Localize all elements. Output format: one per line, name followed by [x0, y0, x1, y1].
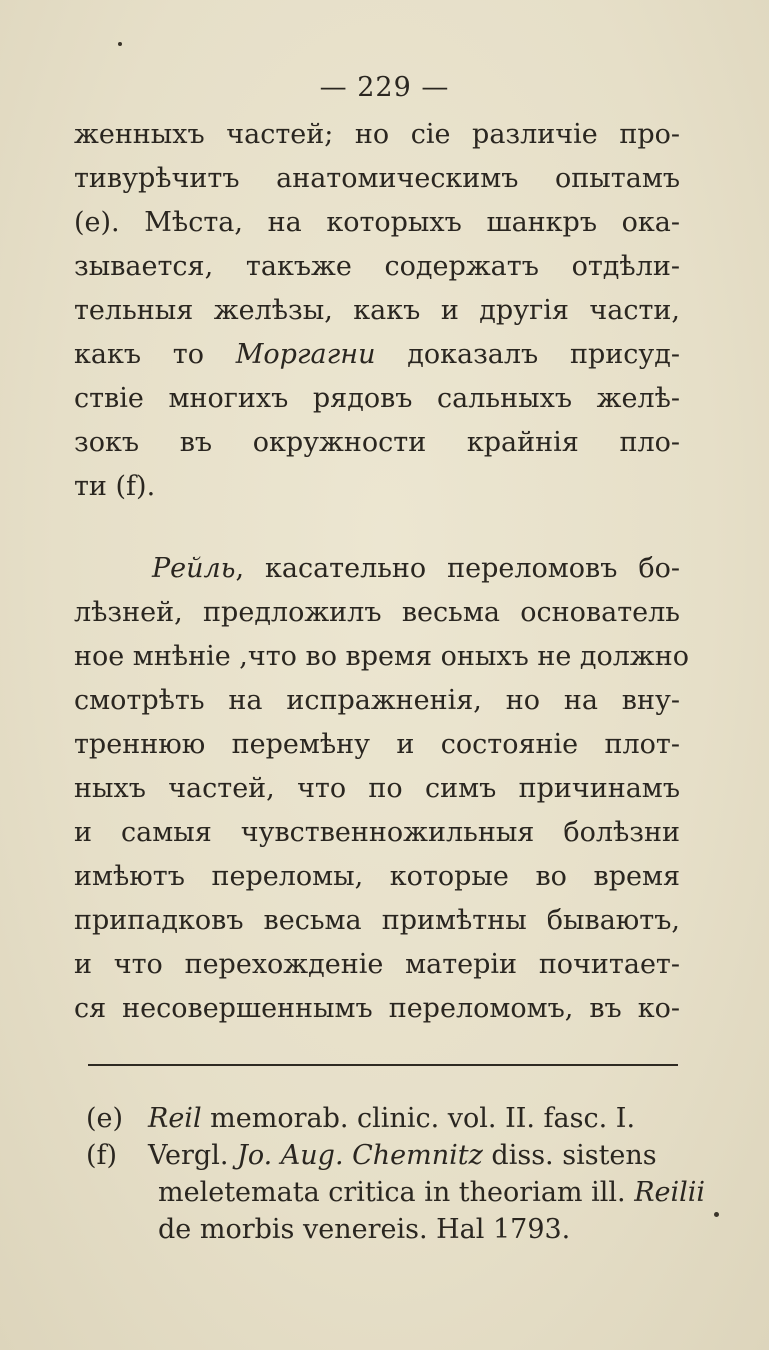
text-line: ти (f).	[74, 471, 156, 502]
footnote-f-continued	[86, 1174, 706, 1211]
text-segment: diss. sistens	[482, 1140, 657, 1171]
footnote-mark: (f)	[86, 1140, 118, 1171]
text-line: зокъ въ окружности крайнія пло-	[74, 427, 680, 458]
footnotes	[86, 1100, 706, 1248]
text-line	[74, 333, 680, 377]
text-line: треннюю перемѣну и состояніе плот-	[74, 729, 680, 760]
ink-speck	[118, 42, 122, 46]
text-line: ствіе многихъ рядовъ сальныхъ желѣ-	[74, 383, 680, 414]
text-line: ныхъ частей, что по симъ причинамъ	[74, 773, 680, 804]
italic-name: Reil	[148, 1103, 202, 1134]
text-line: тивурѣчитъ анатомическимъ опытамъ	[74, 163, 680, 194]
italic-name: Reilii	[634, 1177, 706, 1208]
text-segment: , касательно переломовъ бо-	[235, 553, 680, 584]
text-line: ся несовершеннымъ переломомъ, въ ко-	[74, 993, 680, 1024]
ink-speck	[714, 1212, 719, 1217]
text-segment: Vergl.	[148, 1140, 237, 1171]
text-line: и самыя чувственножильныя болѣзни	[74, 817, 680, 848]
text-line: лѣзней, предложилъ весьма основатель	[74, 597, 680, 628]
italic-name: Jo. Aug. Chemnitz	[237, 1140, 483, 1171]
text-line: зывается, такъже содержатъ отдѣли-	[74, 251, 680, 282]
text-line: и что перехожденіе матеріи почитает-	[74, 949, 680, 980]
italic-name: Рейль	[152, 553, 236, 584]
italic-name: Моргагни	[235, 339, 376, 370]
footnote-f-continued	[86, 1211, 696, 1248]
text-segment: какъ то	[74, 339, 236, 370]
text-line: тельныя желѣзы, какъ и другія части,	[74, 295, 680, 326]
text-segment: meletemata critica in theoriam ill.	[158, 1177, 635, 1208]
text-segment: de morbis venereis. Hal 1793.	[158, 1214, 571, 1245]
text-segment: memorab. clinic. vol. II. fasc. I.	[201, 1103, 636, 1134]
footnote-f	[86, 1137, 696, 1174]
text-line: смотрѣть на испражненія, но на вну-	[74, 685, 680, 716]
page-number: — 229 —	[319, 72, 450, 103]
text-line	[74, 547, 680, 591]
footnote-e	[86, 1100, 696, 1137]
text-segment: доказалъ присуд-	[375, 339, 680, 370]
text-line: (e). Мѣста, на которыхъ шанкръ ока-	[74, 207, 680, 238]
body-text	[74, 113, 690, 1031]
text-line: припадковъ весьма примѣтны бываютъ,	[74, 905, 680, 936]
text-line: женныхъ частей; но сіе различіе про-	[74, 119, 680, 150]
footnote-divider	[88, 1064, 678, 1066]
text-line: ное мнѣніе ,что во время оныхъ не должно	[74, 641, 690, 672]
footnote-mark: (e)	[86, 1103, 124, 1134]
text-line: имѣютъ переломы, которые во время	[74, 861, 680, 892]
